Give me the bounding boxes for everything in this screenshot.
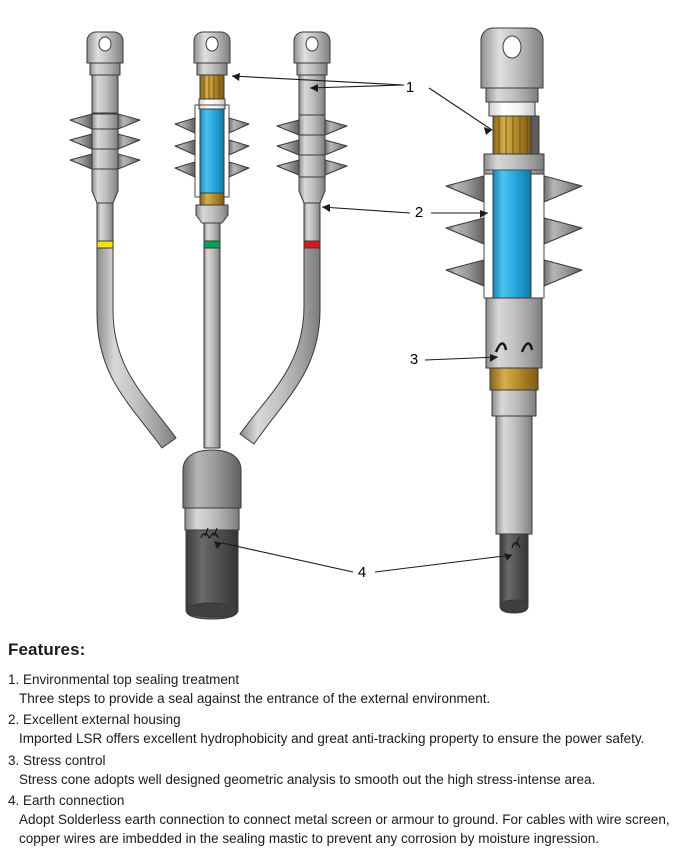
callout-label-4: 4	[357, 563, 367, 581]
callout-leaders	[222, 76, 512, 572]
feature-item	[8, 710, 678, 748]
feature-heading: 4. Earth connection	[8, 792, 125, 808]
right-core-detail	[446, 28, 582, 613]
callout-arrowheads	[214, 73, 512, 561]
feature-heading: 3. Stress control	[8, 752, 106, 768]
feature-item	[8, 791, 678, 848]
features-title: Features:	[8, 640, 86, 659]
left-breakout	[183, 450, 241, 619]
callout-label-2: 2	[414, 203, 424, 221]
feature-item	[8, 751, 678, 789]
feature-description: Stress cone adopts well designed geometric analysis to smooth out the high stress-intense area.	[19, 771, 596, 787]
feature-heading: 1. Environmental top sealing treatment	[8, 672, 240, 687]
feature-item	[8, 670, 678, 708]
feature-description: Imported LSR offers excellent hydrophobicity and great anti-tracking property to ensure the power safety.	[19, 731, 645, 747]
left-core-3	[240, 32, 347, 444]
callout-label-1: 1	[405, 78, 415, 96]
feature-description: Three steps to provide a seal against the entrance of the external environment.	[19, 691, 491, 707]
feature-heading: 2. Excellent external housing	[8, 712, 181, 728]
left-core-1	[70, 32, 176, 448]
features-section	[0, 640, 686, 850]
feature-description: Adopt Solderless earth connection to connect metal screen or armour to ground. For cables with wire screen, copper wires are imbedded in the sealing mastic to prevent any corrosion by moisture ingression.	[19, 812, 670, 847]
left-core-2	[175, 32, 249, 448]
callout-label-3: 3	[409, 350, 419, 368]
